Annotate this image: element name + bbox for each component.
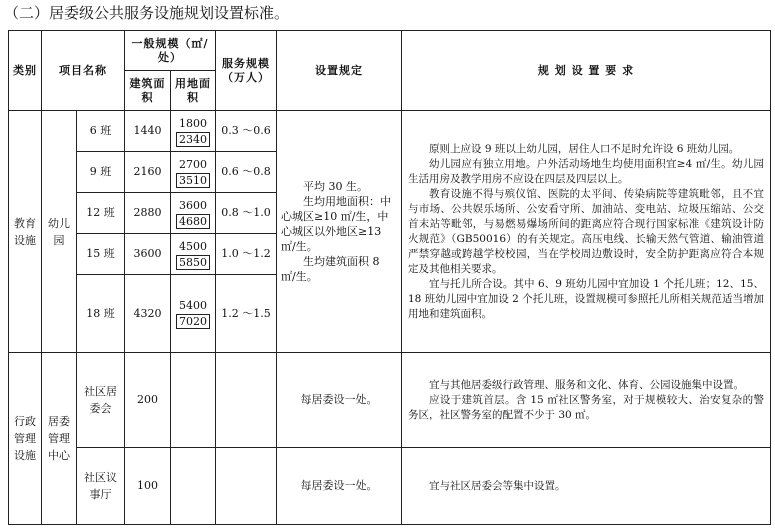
header-setting: 设置规定 xyxy=(277,31,402,111)
land-area-cell xyxy=(171,353,216,448)
service-scale-cell: 0.8 ～1.0 xyxy=(216,193,277,234)
land-area-cell xyxy=(171,448,216,525)
classes-cell: 18 班 xyxy=(77,275,125,353)
service-scale-cell: 0.3 ～0.6 xyxy=(216,111,277,152)
category-admin: 行政管理设施 xyxy=(9,353,42,525)
kindergarten-requirements: 原则上应设 9 班以上幼儿园，居住人口不足时允许设 6 班幼儿园。 幼儿园应有独立用地。户外活动场地生均使用面积宜≥4 ㎡/生。幼儿园生活用房及教学用房不应设在四层及四层以上。 教育设施不得与殡仪馆、医院的太平间、传染病院等建筑毗邻，且不宜与市场、公共娱乐场所、公安看守所、加油站、变电站、垃圾压缩站、公交首末站等毗邻，与易燃易爆场所间的距离应符合现行国家标准《建筑设计防火规范》（GB50016）的有关规定。高压电线、长输天然气管道、输油管道严禁穿越或跨越学校校园，当在学校周边敷设时，安全防护距离应符合本规定及其他相关要求。 宜与托儿所合设。其中 6、9 班幼儿园中宜加设 1 个托儿班；12、15、18 班幼儿园中宜加设 2 个托儿班，设置规模可参照托儿所相关规范适当增加用地和建筑面积。 xyxy=(402,111,771,353)
header-requirements: 规 划 设 置 要 求 xyxy=(402,31,771,111)
header-category: 类别 xyxy=(9,31,42,111)
item-community-committee: 社区居委会 xyxy=(77,353,125,448)
item-management-center: 居委管理中心 xyxy=(42,353,77,525)
header-service-scale: 服务规模（万人） xyxy=(216,31,277,111)
land-area-cell: 5400 7020 xyxy=(171,275,216,353)
building-area-cell: 1440 xyxy=(125,111,171,152)
section-heading: （二）居委级公共服务设施规划设置标准。 xyxy=(4,4,290,22)
service-scale-cell xyxy=(216,353,277,448)
land-area-cell: 4500 5850 xyxy=(171,234,216,275)
committee-requirements: 宜与其他居委级行政管理、服务和文化、体育、公园设施集中设置。 应设于建筑首层。含 15 ㎡社区警务室，对于规模较大、治安复杂的警务区，社区警务室的配置不少于 30 ㎡。 xyxy=(402,353,771,448)
building-area-cell: 2160 xyxy=(125,152,171,193)
building-area-cell: 3600 xyxy=(125,234,171,275)
land-area-cell: 2700 3510 xyxy=(171,152,216,193)
service-scale-cell: 1.2 ～1.5 xyxy=(216,275,277,353)
item-kindergarten: 幼儿园 xyxy=(42,111,77,353)
classes-cell: 9 班 xyxy=(77,152,125,193)
kindergarten-setting: 平均 30 生。 生均用地面积：中心城区≥10 ㎡/生，中心城区以外地区≥13 ㎡/生。 生均建筑面积 8 ㎡/生。 xyxy=(277,111,402,353)
service-scale-cell xyxy=(216,448,277,525)
classes-cell: 12 班 xyxy=(77,193,125,234)
service-scale-cell: 1.0 ～1.2 xyxy=(216,234,277,275)
standards-table xyxy=(8,30,771,525)
building-area-cell: 2880 xyxy=(125,193,171,234)
committee-setting: 每居委设一处。 xyxy=(277,353,402,448)
building-area-cell: 4320 xyxy=(125,275,171,353)
classes-cell: 15 班 xyxy=(77,234,125,275)
council-requirements: 宜与社区居委会等集中设置。 xyxy=(402,448,771,525)
header-land-area: 用地面积 xyxy=(171,71,216,111)
category-education: 教育设施 xyxy=(9,111,42,353)
header-scale-group: 一般规模（㎡/处） xyxy=(125,31,216,71)
council-setting: 每居委设一处。 xyxy=(277,448,402,525)
header-item: 项目名称 xyxy=(42,31,125,111)
classes-cell: 6 班 xyxy=(77,111,125,152)
service-scale-cell: 0.6 ～0.8 xyxy=(216,152,277,193)
header-building-area: 建筑面积 xyxy=(125,71,171,111)
building-area-cell: 100 xyxy=(125,448,171,525)
item-council-hall: 社区议事厅 xyxy=(77,448,125,525)
building-area-cell: 200 xyxy=(125,353,171,448)
land-area-cell: 1800 2340 xyxy=(171,111,216,152)
land-area-cell: 3600 4680 xyxy=(171,193,216,234)
